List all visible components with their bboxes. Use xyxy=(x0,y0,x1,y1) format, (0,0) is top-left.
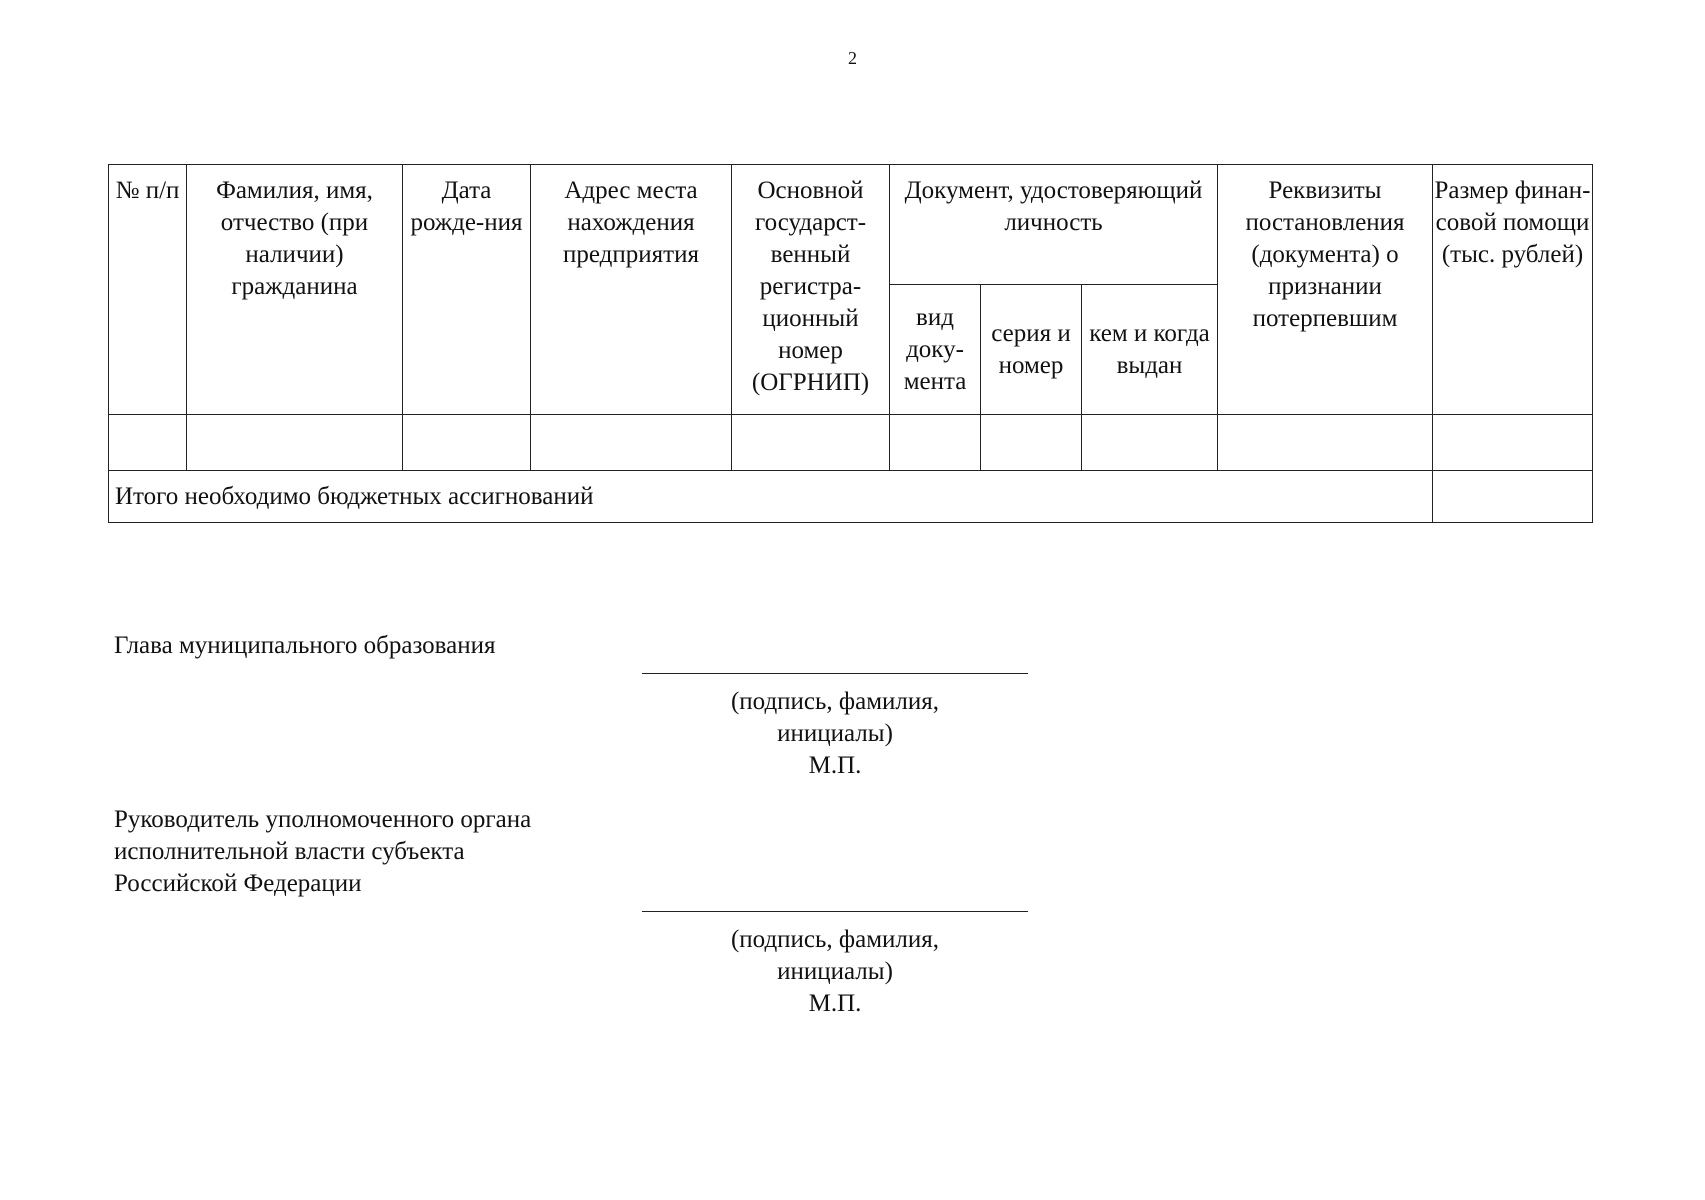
table-cell xyxy=(1218,415,1433,471)
total-amount-cell xyxy=(1433,471,1593,523)
header-birth-date: Дата рожде-ния xyxy=(403,165,531,415)
signature-line-1 xyxy=(642,673,1028,674)
signatory-title-1: Глава муниципального образования xyxy=(114,632,496,659)
header-num: № п/п xyxy=(109,165,187,415)
table-cell xyxy=(187,415,403,471)
table-row xyxy=(109,415,1593,471)
header-ogrnip: Основной государст-венный регистра-ционный номер (ОГРНИП) xyxy=(732,165,890,415)
table-cell xyxy=(1433,415,1593,471)
table-cell xyxy=(732,415,890,471)
assistance-table xyxy=(108,164,1593,523)
total-label: Итого необходимо бюджетных ассигнований xyxy=(109,471,1433,523)
table-cell xyxy=(890,415,981,471)
signature-caption-1: (подпись, фамилия, инициалы) М.П. xyxy=(730,688,940,779)
header-doc-type: вид доку-мента xyxy=(890,285,981,415)
header-fio: Фамилия, имя, отчество (при наличии) гражданина xyxy=(187,165,403,415)
header-doc-series: серия и номер xyxy=(981,285,1082,415)
table-cell xyxy=(403,415,531,471)
header-doc-issued: кем и когда выдан xyxy=(1082,285,1218,415)
page-number: 2 xyxy=(848,48,857,68)
table-cell xyxy=(1082,415,1218,471)
header-address: Адрес места нахождения предприятия xyxy=(531,165,732,415)
header-amount: Размер финан-совой помощи (тыс. рублей) xyxy=(1433,165,1593,415)
header-resolution: Реквизиты постановления (документа) о признании потерпевшим xyxy=(1218,165,1433,415)
table-cell xyxy=(531,415,732,471)
signature-caption-2: (подпись, фамилия, инициалы) М.П. xyxy=(730,926,940,1017)
signatory-title-2: Руководитель уполномоченного органа исполнительной власти субъекта Российской Федерации xyxy=(114,806,532,897)
table-cell xyxy=(981,415,1082,471)
header-identity-document: Документ, удостоверяющий личность xyxy=(890,165,1218,285)
total-row xyxy=(109,471,1593,523)
table-cell xyxy=(109,415,187,471)
signature-line-2 xyxy=(642,911,1028,912)
